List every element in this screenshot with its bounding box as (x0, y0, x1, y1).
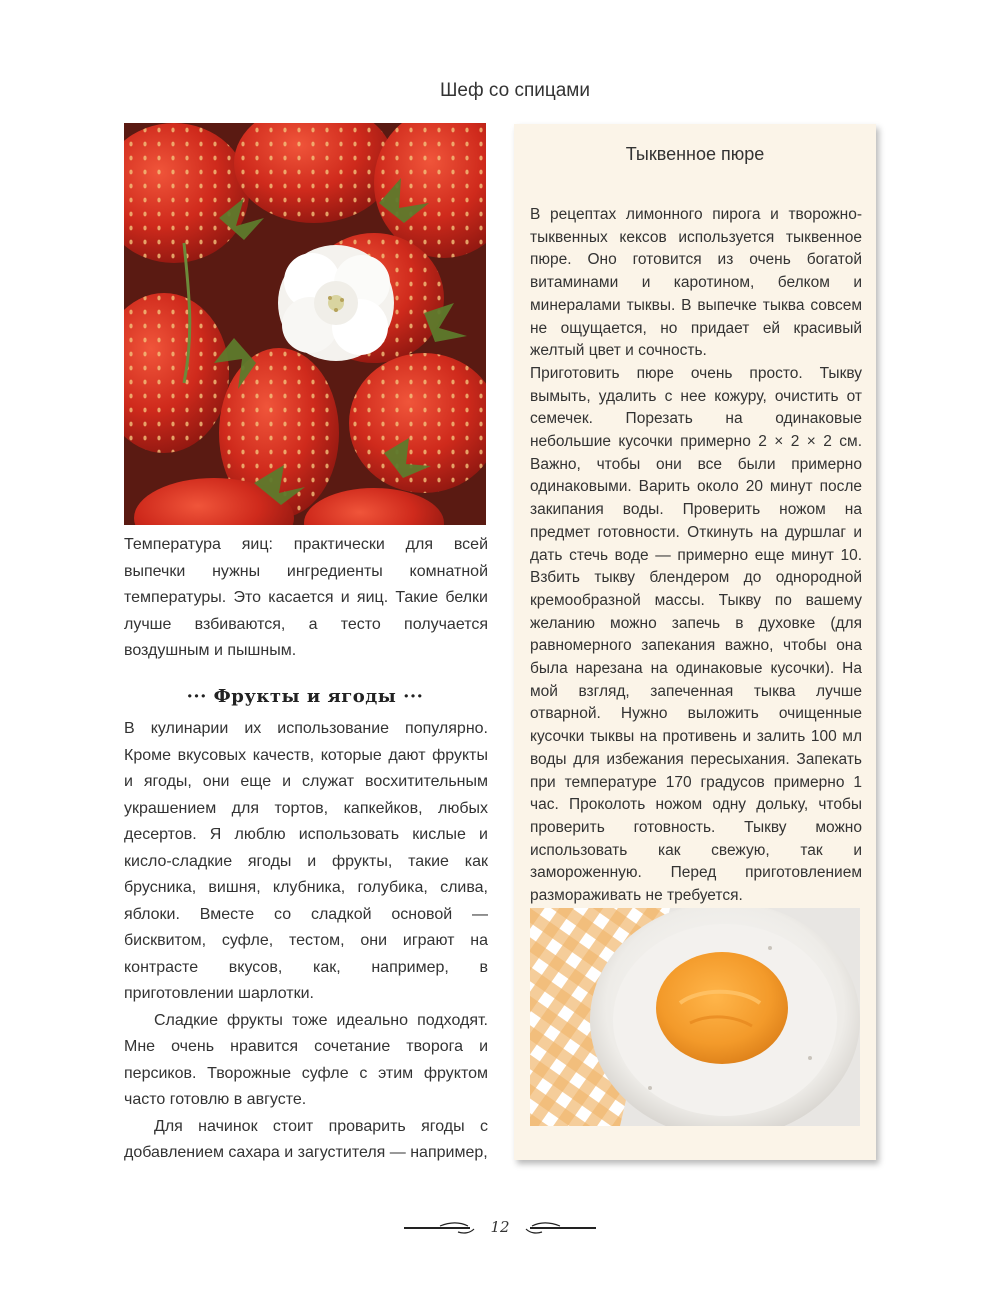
body-paragraph: В кулинарии их использование популярно. Кроме вкусовых качеств, которые дают фрукты и ягоды, они еще и служат восхитительным украшением для тортов, капкейков, любых десертов. Я люблю использовать кислые и кисло-сладкие ягоды и фрукты, такие как брусника, вишня, клубника, голубика, слива, яблоки. Вместе со сладкой основой — бисквитом, суфле, тестом, они играют на контрасте вкусов, как, например, в приготовлении шарлотки. (124, 720, 488, 1002)
pumpkin-puree-photo (530, 908, 860, 1126)
photo-caption: Температура яиц: практически для всей выпечки нужны ингредиенты комнатной температуры. Это касается и яиц. Такие белки лучше взбиваются, а тесто получается воздушным и пышным. (124, 536, 488, 659)
sidebar-text (530, 204, 862, 908)
heading-ornament-left: ··· (186, 686, 207, 707)
body-paragraph: Сладкие фрукты тоже идеально подходят. Мне очень нравится сочетание творога и персиков. Творожные суфле с этим фруктом часто готовлю в августе. (124, 1011, 488, 1108)
heading-ornament-right: ··· (403, 686, 424, 707)
page-number: 12 (490, 1218, 510, 1236)
sidebar-paragraph: Приготовить пюре очень просто. Тыкву вымыть, удалить с нее кожуру, очистить от семечек. Порезать на одинаковые небольшие кусочки примерно 2 × 2 × 2 см. Важно, чтобы они все были примерно одинаковыми. Варить около 20 минут после закипания воды. Проверить ножом на предмет готовности. Откинуть на дуршлаг и дать стечь воде — примерно еще минут 10. Взбить тыкву блендером до однородной кремообразной массы. Тыкву по вашему желанию можно запечь в духовке (для равномерного запекания важно, чтобы она была нарезана на одинаковые кусочки). На мой взгляд, запеченная тыква лучше отварной. Нужно выложить очищенные кусочки тыквы на противень и залить 100 мл воды для избежания пересыхания. Запекать при температуре 170 градусов примерно 1 час. Проколоть ножом одну дольку, чтобы проверить готовность. Тыкву можно использовать как свежую, так и замороженную. Перед приготовлением размораживать не требуется. (530, 364, 862, 905)
body-paragraph: Для начинок стоит проварить ягоды с добавлением сахара и загустителя — например, (124, 1117, 488, 1161)
body-column (124, 716, 488, 1167)
section-heading-text: Фрукты и ягоды (213, 686, 397, 707)
running-head: Шеф со спицами (440, 80, 590, 101)
sidebar-box (514, 124, 876, 1160)
sidebar-paragraph: В рецептах лимонного пирога и творожно-тыквенных кексов используется тыквенное пюре. Оно готовится из очень богатой витаминами и каротином, белком и минералами тыквы. В выпечке тыква совсем не ощущается, но придает ей красивый желтый цвет и сочность. (530, 206, 862, 360)
page-footer (400, 1214, 600, 1244)
strawberries-photo (124, 123, 486, 525)
section-heading (124, 686, 486, 707)
sidebar-title: Тыквенное пюре (625, 144, 765, 164)
